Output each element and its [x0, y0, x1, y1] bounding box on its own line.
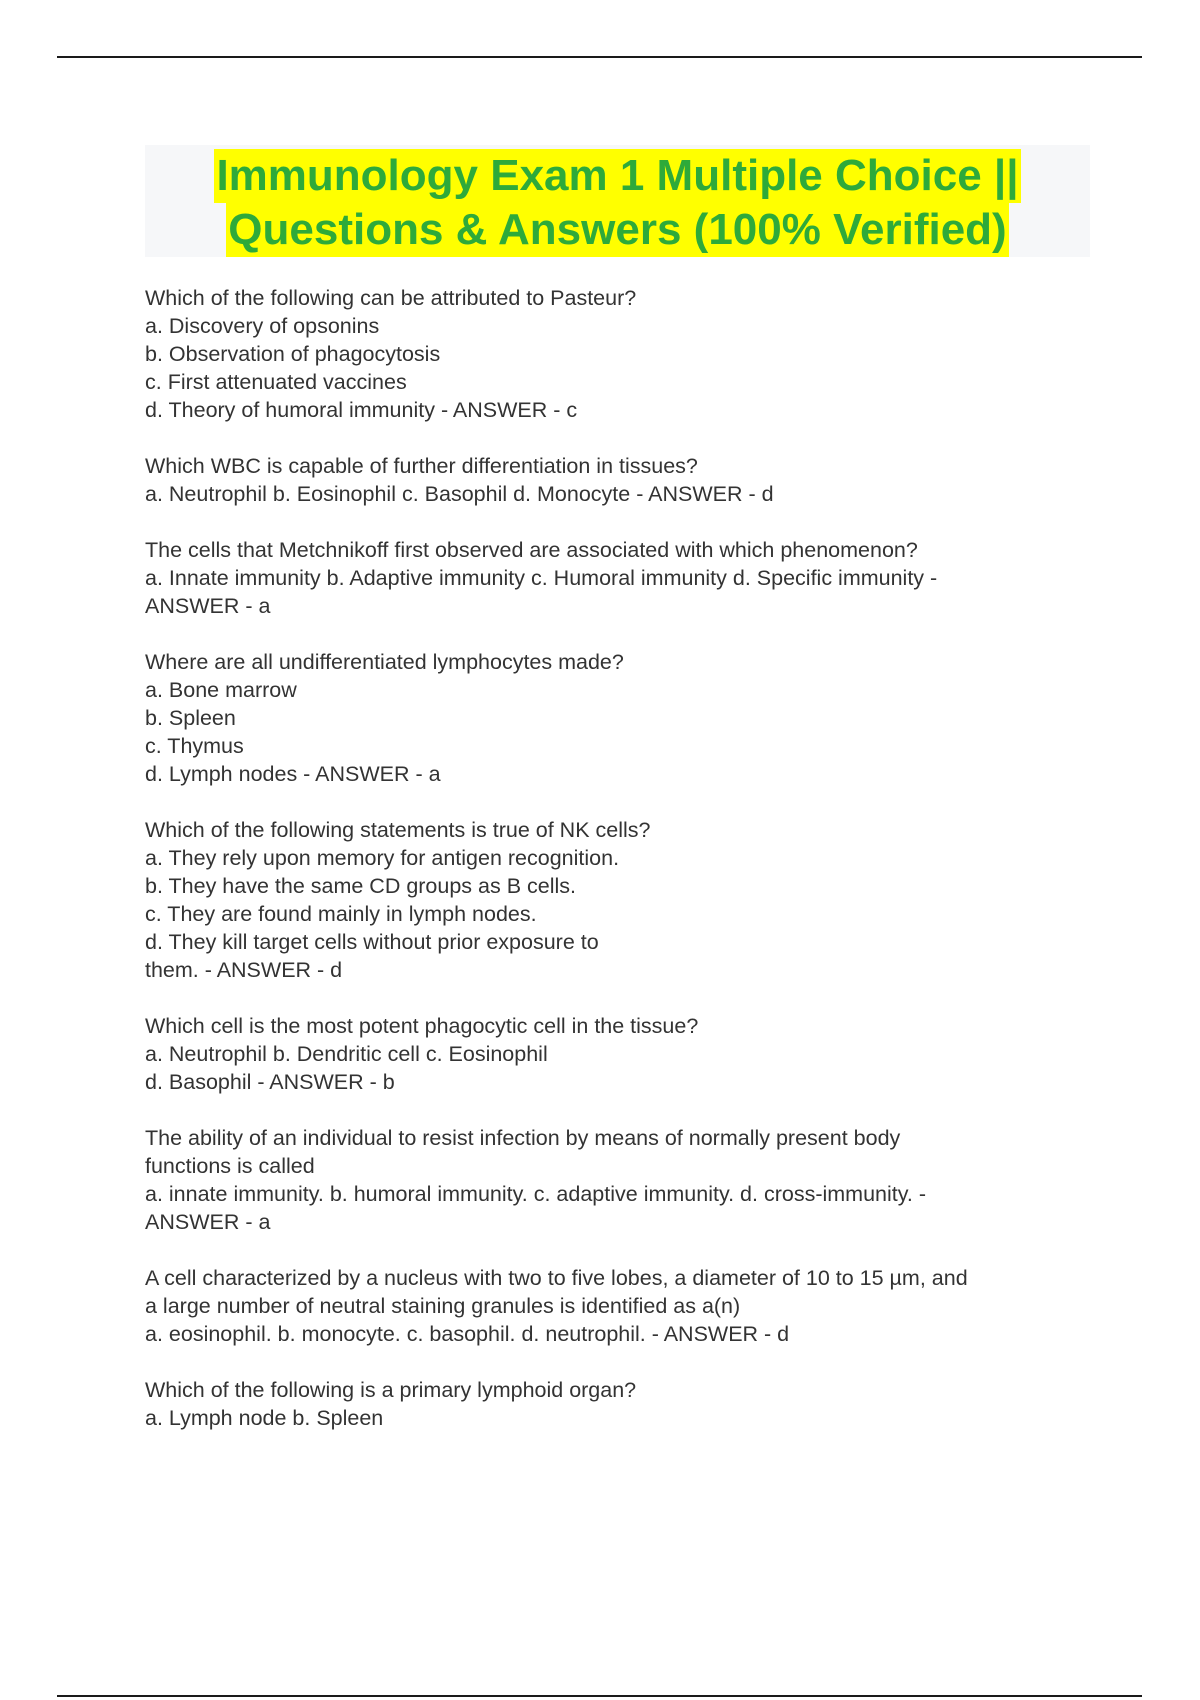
- question-block: [145, 1124, 1085, 1236]
- question-text: A cell characterized by a nucleus with two to five lobes, a diameter of 10 to 15 µm, and: [145, 1266, 968, 1290]
- question-block: [145, 452, 1085, 508]
- question-text: Which of the following is a primary lymphoid organ?: [145, 1378, 637, 1402]
- answer-option: d. Basophil - ANSWER - b: [145, 1070, 395, 1094]
- answer-option: d. Theory of humoral immunity - ANSWER - c: [145, 398, 578, 422]
- title-line-1: Immunology Exam 1 Multiple Choice ||: [214, 149, 1020, 203]
- answer-option: d. Lymph nodes - ANSWER - a: [145, 762, 441, 786]
- answer-option: b. Spleen: [145, 706, 236, 730]
- answer-option: b. Observation of phagocytosis: [145, 342, 441, 366]
- answer-option: b. They have the same CD groups as B cells.: [145, 874, 577, 898]
- answer-option: a. innate immunity. b. humoral immunity. c. adaptive immunity. d. cross-immunity. -: [145, 1182, 927, 1206]
- question-text: Which of the following can be attributed to Pasteur?: [145, 286, 637, 310]
- answer-option: a. Neutrophil b. Dendritic cell c. Eosinophil: [145, 1042, 548, 1066]
- question-block: [145, 648, 1085, 788]
- answer-option: c. Thymus: [145, 734, 244, 758]
- answer-option: a. eosinophil. b. monocyte. c. basophil. d. neutrophil. - ANSWER - d: [145, 1322, 790, 1346]
- answer-option: a. Discovery of opsonins: [145, 314, 380, 338]
- answer-option: a. Neutrophil b. Eosinophil c. Basophil d. Monocyte - ANSWER - d: [145, 482, 774, 506]
- question-text: Which WBC is capable of further differentiation in tissues?: [145, 454, 698, 478]
- answer-option: c. First attenuated vaccines: [145, 370, 407, 394]
- question-block: [145, 284, 1085, 424]
- question-text: Which cell is the most potent phagocytic cell in the tissue?: [145, 1014, 699, 1038]
- question-block: [145, 536, 1085, 620]
- question-block: [145, 1264, 1085, 1348]
- question-text: functions is called: [145, 1154, 315, 1178]
- top-divider: [57, 56, 1142, 58]
- answer-option: a. Lymph node b. Spleen: [145, 1406, 384, 1430]
- question-block: [145, 816, 1085, 984]
- bottom-divider: [57, 1695, 1142, 1697]
- answer-option: them. - ANSWER - d: [145, 958, 343, 982]
- answer-option: c. They are found mainly in lymph nodes.: [145, 902, 537, 926]
- answer-option: d. They kill target cells without prior exposure to: [145, 930, 599, 954]
- answer-option: a. They rely upon memory for antigen recognition.: [145, 846, 620, 870]
- document-title: [145, 145, 1090, 257]
- title-line-2: Questions & Answers (100% Verified): [226, 203, 1008, 257]
- question-block: [145, 1376, 1085, 1432]
- answer-option: a. Innate immunity b. Adaptive immunity c. Humoral immunity d. Specific immunity -: [145, 566, 938, 590]
- question-list: [145, 284, 1085, 1460]
- question-block: [145, 1012, 1085, 1096]
- question-text: a large number of neutral staining granules is identified as a(n): [145, 1294, 741, 1318]
- question-text: The cells that Metchnikoff first observed are associated with which phenomenon?: [145, 538, 918, 562]
- question-text: The ability of an individual to resist infection by means of normally present body: [145, 1126, 901, 1150]
- question-text: Where are all undifferentiated lymphocytes made?: [145, 650, 624, 674]
- answer-option: ANSWER - a: [145, 1210, 271, 1234]
- answer-option: ANSWER - a: [145, 594, 271, 618]
- answer-option: a. Bone marrow: [145, 678, 297, 702]
- question-text: Which of the following statements is true of NK cells?: [145, 818, 651, 842]
